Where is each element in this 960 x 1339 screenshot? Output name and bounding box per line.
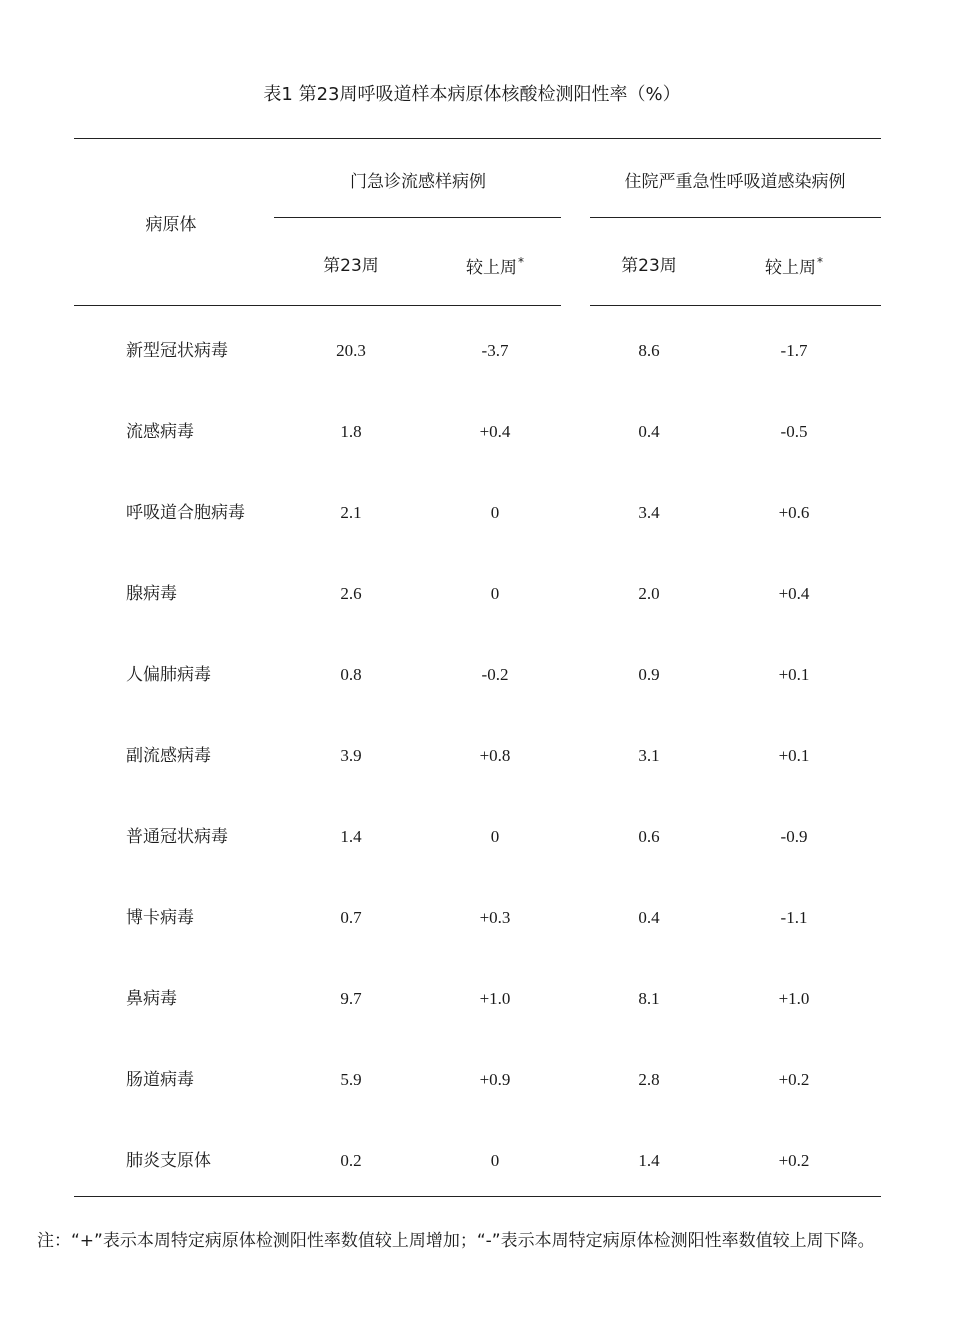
inpatient-change-value: -1.7 <box>780 341 808 360</box>
outpatient-week-value: 5.9 <box>340 1070 362 1089</box>
pathogen-name: 肠道病毒 <box>126 1070 194 1090</box>
header-change-label: 较上周 <box>466 258 517 278</box>
inpatient-change-value: +1.0 <box>778 989 810 1008</box>
header-bottom-rule-left <box>74 305 561 306</box>
outpatient-change-value: 0 <box>490 1151 500 1170</box>
inpatient-change-value: -0.5 <box>780 422 808 441</box>
inpatient-week-value: 0.6 <box>638 827 660 846</box>
outpatient-week-value: 9.7 <box>340 989 362 1008</box>
table-title: 表1 第23周呼吸道样本病原体核酸检测阳性率（%） <box>263 84 681 105</box>
pathogen-name: 人偏肺病毒 <box>126 665 211 685</box>
pathogen-name: 鼻病毒 <box>126 989 177 1009</box>
inpatient-change-value: +0.1 <box>778 746 810 765</box>
inpatient-week-value: 2.0 <box>638 584 660 603</box>
header-week-inpatient: 第23周 <box>621 256 677 276</box>
inpatient-change-value: +0.2 <box>778 1151 810 1170</box>
pathogen-name: 呼吸道合胞病毒 <box>126 503 245 523</box>
outpatient-change-value: +0.4 <box>479 422 511 441</box>
inpatient-change-value: +0.2 <box>778 1070 810 1089</box>
pathogen-name: 腺病毒 <box>126 584 177 604</box>
inpatient-week-value: 0.4 <box>638 908 660 927</box>
inpatient-week-value: 2.8 <box>638 1070 660 1089</box>
inpatient-change-value: -1.1 <box>780 908 808 927</box>
outpatient-change-value: -3.7 <box>481 341 509 360</box>
asterisk-mark: * <box>817 255 823 269</box>
header-change-outpatient <box>466 256 524 281</box>
header-bottom-rule-right <box>590 305 881 306</box>
outpatient-week-value: 2.6 <box>340 584 362 603</box>
outpatient-change-value: +0.8 <box>479 746 511 765</box>
group1-rule <box>274 217 561 218</box>
inpatient-week-value: 3.4 <box>638 503 660 522</box>
outpatient-change-value: 0 <box>490 827 500 846</box>
outpatient-week-value: 1.4 <box>340 827 362 846</box>
pathogen-name: 副流感病毒 <box>126 746 211 766</box>
header-change-inpatient <box>765 256 823 281</box>
bottom-rule <box>74 1196 881 1197</box>
outpatient-change-value: +0.9 <box>479 1070 511 1089</box>
header-change-label: 较上周 <box>765 258 816 278</box>
inpatient-week-value: 1.4 <box>638 1151 660 1170</box>
outpatient-week-value: 1.8 <box>340 422 362 441</box>
pathogen-name: 博卡病毒 <box>126 908 194 928</box>
outpatient-week-value: 0.2 <box>340 1151 362 1170</box>
table-footnote: 注：“+”表示本周特定病原体检测阳性率数值较上周增加；“-”表示本周特定病原体检测阳性率数值较上周下降。 <box>37 1231 875 1251</box>
outpatient-change-value: -0.2 <box>481 665 509 684</box>
header-pathogen: 病原体 <box>145 215 197 235</box>
outpatient-change-value: +0.3 <box>479 908 511 927</box>
top-rule <box>74 138 881 139</box>
pathogen-name: 流感病毒 <box>126 422 194 442</box>
inpatient-change-value: +0.6 <box>778 503 810 522</box>
pathogen-name: 普通冠状病毒 <box>126 827 228 847</box>
header-group-outpatient: 门急诊流感样病例 <box>350 172 486 192</box>
outpatient-change-value: 0 <box>490 584 500 603</box>
inpatient-change-value: +0.1 <box>778 665 810 684</box>
outpatient-change-value: +1.0 <box>479 989 511 1008</box>
pathogen-name: 肺炎支原体 <box>126 1151 211 1171</box>
outpatient-week-value: 20.3 <box>336 341 366 360</box>
header-week-outpatient: 第23周 <box>323 256 379 276</box>
outpatient-change-value: 0 <box>490 503 500 522</box>
outpatient-week-value: 0.8 <box>340 665 362 684</box>
group2-rule <box>590 217 881 218</box>
header-group-inpatient: 住院严重急性呼吸道感染病例 <box>624 172 846 192</box>
outpatient-week-value: 3.9 <box>340 746 362 765</box>
inpatient-week-value: 8.1 <box>638 989 660 1008</box>
outpatient-week-value: 0.7 <box>340 908 362 927</box>
pathogen-name: 新型冠状病毒 <box>126 341 228 361</box>
outpatient-week-value: 2.1 <box>340 503 362 522</box>
inpatient-change-value: +0.4 <box>778 584 810 603</box>
asterisk-mark: * <box>518 255 524 269</box>
inpatient-week-value: 8.6 <box>638 341 660 360</box>
inpatient-week-value: 3.1 <box>638 746 660 765</box>
inpatient-change-value: -0.9 <box>780 827 808 846</box>
inpatient-week-value: 0.4 <box>638 422 660 441</box>
inpatient-week-value: 0.9 <box>638 665 660 684</box>
